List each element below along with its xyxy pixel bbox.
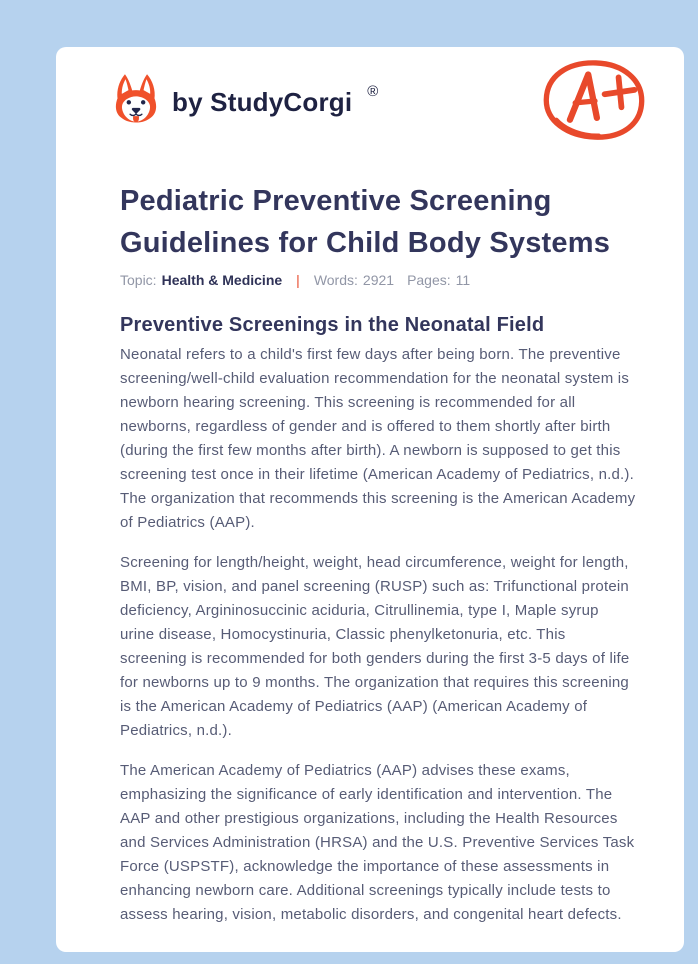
pages-value: 11 — [455, 272, 471, 288]
topic-value: Health & Medicine — [161, 272, 283, 288]
title-line-1: Pediatric Preventive Screening — [120, 185, 552, 217]
meta-separator: | — [296, 272, 300, 288]
topic-label: Topic: — [120, 272, 157, 288]
section-heading: Preventive Screenings in the Neonatal Field — [120, 314, 545, 336]
page-title — [120, 180, 630, 264]
registered-trademark-icon: ® — [367, 83, 379, 100]
words-value: 2921 — [362, 272, 395, 288]
words-label: Words: — [313, 272, 358, 288]
pages-label: Pages: — [407, 272, 451, 288]
paragraph-3: The American Academy of Pediatrics (AAP) advises these exams, emphasizing the significance of early identification and intervention. The AAP and other prestigious organizations, including the Health Resources and Services Administration (HRSA) and the U.S. Preventive Services Task Force (USPSTF), acknowledge the importance of these assessments in enhancing newborn care. Additional screenings typically include tests to assess hearing, vision, metabolic disorders, and congenital heart defects. — [120, 762, 635, 923]
title-line-2: Guidelines for Child Body Systems — [120, 227, 611, 259]
paragraph-2: Screening for length/height, weight, head circumference, weight for length, BMI, BP, vision, and panel screening (RUSP) such as: Trifunctional protein deficiency, Argininosuccinic aciduria, Citrullinemia, type I, Maple syrup urine disease, Homocystinuria, Classic phenylketonuria, etc. This screening is recommended for both genders during the first 3-5 days of life for newborns up to 9 months. The organization that requires this screening is the American Academy of Pediatrics (AAP) (American Academy of Pediatrics, n.d.). — [120, 554, 630, 739]
article-meta — [120, 270, 630, 290]
paragraph-1: Neonatal refers to a child's first few days after being born. The preventive screening/well-child evaluation recommendation for the neonatal system is newborn hearing screening. This screening is recommended for all newborns, regardless of gender and is offered to them shortly after birth (during the first few months after birth). A newborn is supposed to get this screening test once in their lifetime (American Academy of Pediatrics, n.d.). The organization that recommends this screening is the American Academy of Pediatrics (AAP). — [120, 346, 636, 531]
brand-name: by StudyCorgi — [172, 87, 353, 117]
corgi-mascot-icon — [113, 72, 159, 133]
header — [120, 59, 630, 155]
studycorgi-brand — [113, 72, 378, 133]
a-plus-grade-icon — [541, 59, 647, 147]
document-card — [56, 47, 684, 952]
